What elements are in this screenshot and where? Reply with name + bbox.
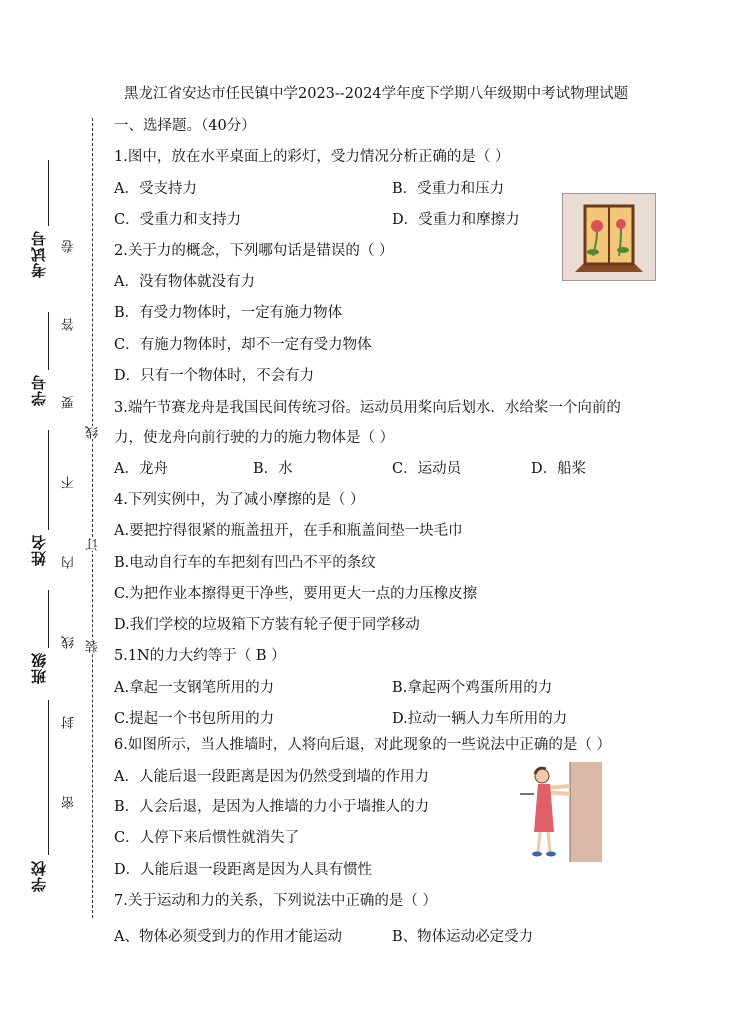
exam-no-label: 考试号 xyxy=(30,230,48,278)
q6-option-b: B．人会后退，是因为人推墙的力小于墙推人的力 xyxy=(114,799,430,815)
q1-option-c: C．受重力和支持力 xyxy=(114,212,242,228)
q3-option-b: B．水 xyxy=(253,461,293,477)
binding-char-3: 装 xyxy=(86,640,101,653)
binding-char-2: 订 xyxy=(86,538,101,551)
q3-stem-line2: 力，使龙舟向前行驶的力的施力物体是（ ） xyxy=(114,430,395,446)
q7-stem: 7.关于运动和力的关系，下列说法中正确的是（ ） xyxy=(114,893,437,909)
q2-option-b: B．有受力物体时，一定有施力物体 xyxy=(114,305,343,321)
q2-option-a: A．没有物体就没有力 xyxy=(114,274,255,290)
q4-option-b: B.电动自行车的车把刻有凹凸不平的条纹 xyxy=(114,555,376,571)
q1-stem: 1.图中，放在水平桌面上的彩灯，受力情况分析正确的是（ ） xyxy=(114,149,510,165)
binding-char-1: 线 xyxy=(86,426,101,439)
seal-char-4: 不 xyxy=(62,476,77,489)
q5-option-b: B.拿起两个鸡蛋所用的力 xyxy=(392,680,553,696)
name-label: 姓名 xyxy=(30,534,48,566)
q6-option-a: A．人能后退一段距离是因为仍然受到墙的作用力 xyxy=(114,769,429,785)
q1-option-d: D．受重力和摩擦力 xyxy=(392,212,520,228)
q6-option-c: C．人停下来后惯性就消失了 xyxy=(114,830,300,846)
seal-char-3: 要 xyxy=(62,396,77,409)
section-heading: 一、选择题。（40分） xyxy=(114,118,256,134)
q4-stem: 4.下列实例中，为了减小摩擦的是（ ） xyxy=(114,492,365,508)
school-underline xyxy=(48,700,49,855)
q5-option-a: A.拿起一支钢笔所用的力 xyxy=(114,680,275,696)
exam-title: 黑龙江省安达市任民镇中学2023--2024学年度下学期八年级期中考试物理试题 xyxy=(124,86,629,102)
q2-stem: 2.关于力的概念，下列哪句话是错误的（ ） xyxy=(114,243,394,259)
seal-char-5: 内 xyxy=(62,556,77,569)
q5-option-d: D.拉动一辆人力车所用的力 xyxy=(392,711,568,727)
name-underline xyxy=(48,430,49,530)
q4-option-d: D.我们学校的垃圾箱下方装有轮子便于同学移动 xyxy=(114,617,420,633)
q3-option-d: D．船桨 xyxy=(531,461,587,477)
q4-option-a: A.要把拧得很紧的瓶盖扭开，在手和瓶盖间垫一块毛巾 xyxy=(114,523,463,539)
seal-char-7: 封 xyxy=(62,716,77,729)
q7-option-a: A、物体必须受到力的作用才能运动 xyxy=(114,929,342,945)
q6-stem: 6.如图所示，当人推墙时，人将向后退，对此现象的一些说法中正确的是（ ） xyxy=(114,737,611,753)
q1-option-a: A．受支持力 xyxy=(114,181,197,197)
q7-option-b: B、物体运动必定受力 xyxy=(392,929,534,945)
q2-option-d: D．只有一个物体时，不会有力 xyxy=(114,368,315,384)
q3-option-a: A．龙舟 xyxy=(114,461,168,477)
q5-option-c: C.提起一个书包所用的力 xyxy=(114,711,275,727)
student-no-underline xyxy=(48,312,49,370)
q5-stem: 5.1N的力大约等于（ B ） xyxy=(114,648,286,664)
q3-option-c: C．运动员 xyxy=(392,461,462,477)
q4-option-c: C.为把作业本擦得更干净些，要用更大一点的力压橡皮擦 xyxy=(114,586,478,602)
class-underline xyxy=(48,590,49,648)
q2-option-c: C．有施力物体时，却不一定有受力物体 xyxy=(114,337,372,353)
seal-char-6: 线 xyxy=(62,636,77,649)
q3-stem-line1: 3.端午节赛龙舟是我国民间传统习俗。运动员用桨向后划水．水给桨一个向前的 xyxy=(114,400,621,416)
seal-char-8: 密 xyxy=(62,796,77,809)
student-no-label: 学号 xyxy=(30,374,48,406)
lantern-image xyxy=(562,193,656,281)
binding-dashed-line xyxy=(92,118,93,918)
school-label: 学校 xyxy=(30,860,48,892)
seal-char-2: 答 xyxy=(62,318,77,331)
q6-option-d: D．人能后退一段距离是因为人具有惯性 xyxy=(114,862,373,878)
q1-option-b: B．受重力和压力 xyxy=(392,181,505,197)
seal-char-1: 卷 xyxy=(62,240,77,253)
exam-no-underline xyxy=(48,160,49,226)
class-label: 班级 xyxy=(30,652,48,684)
person-pushing-wall-image xyxy=(520,762,602,862)
